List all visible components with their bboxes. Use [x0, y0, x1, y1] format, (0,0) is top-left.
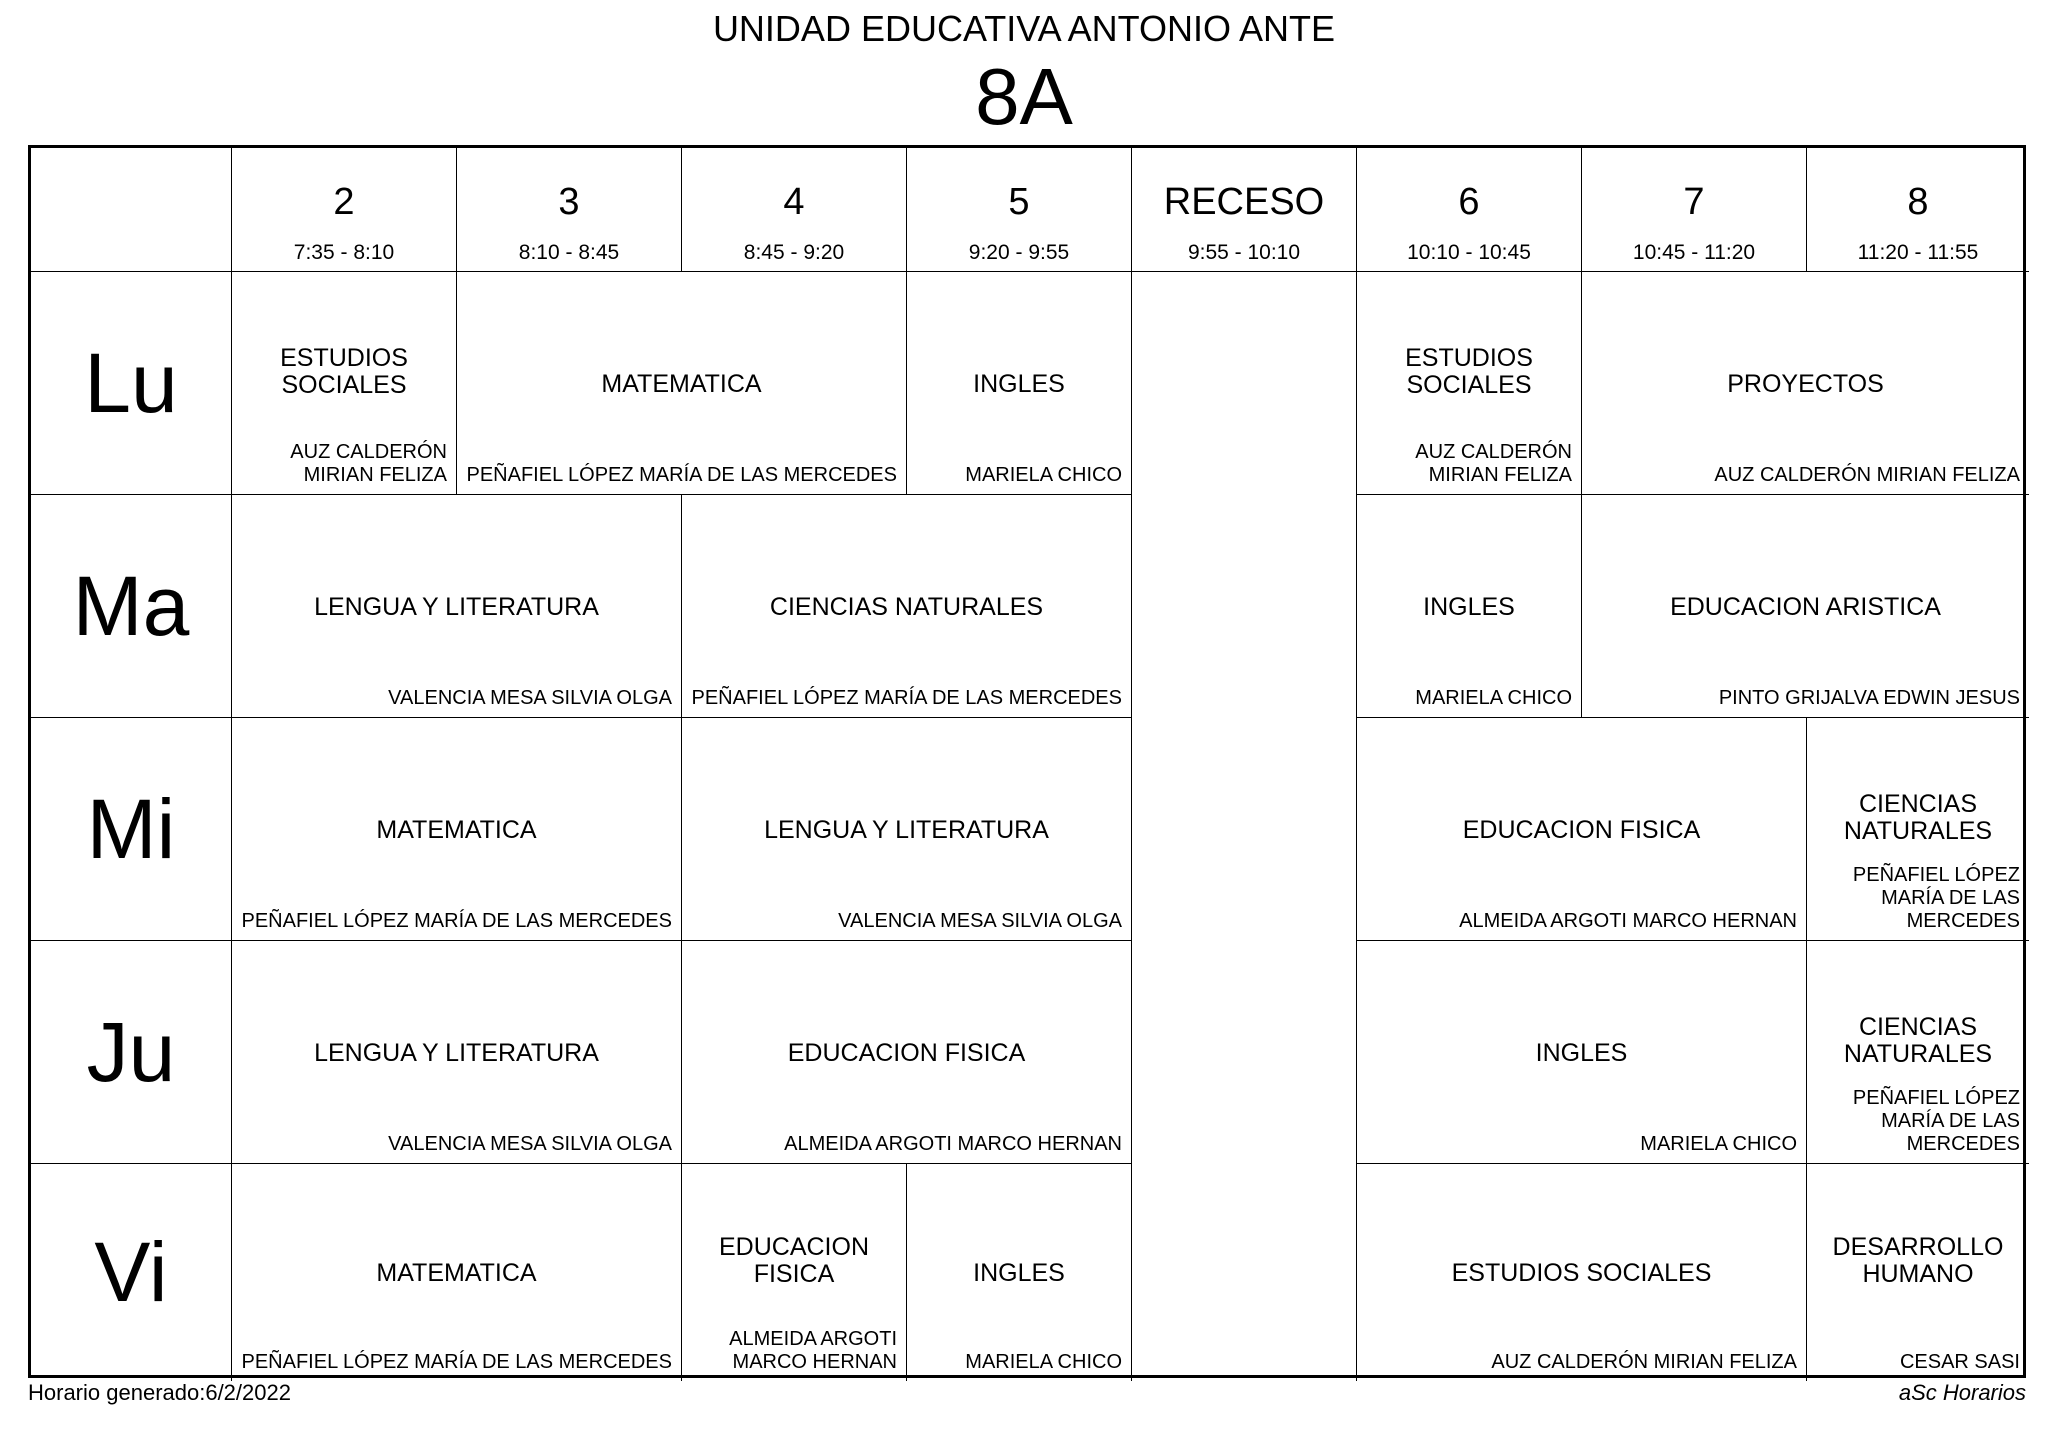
subject-line: INGLES	[1423, 592, 1515, 621]
period-time: 10:45 - 11:20	[1632, 241, 1756, 264]
lesson-cell	[681, 717, 1131, 940]
teacher-name	[692, 687, 1123, 710]
subject-line: NATURALES	[1843, 816, 1993, 845]
subject-name	[911, 371, 1127, 398]
subject-line: MATEMATICA	[376, 815, 537, 844]
teacher-line: MARCO HERNAN	[732, 1351, 897, 1373]
teacher-line: AUZ CALDERÓN MIRIAN FELIZA	[1714, 464, 2020, 486]
teacher-name	[1640, 1133, 1797, 1156]
subject-line: MATEMATICA	[376, 1259, 537, 1287]
teacher-name	[1459, 910, 1797, 933]
subject-line: MATEMATICA	[601, 369, 762, 398]
subject-name	[1361, 345, 1577, 399]
teacher-name	[965, 1351, 1122, 1374]
subject-line: CIENCIAS	[1858, 789, 1978, 818]
teacher-line: MIRIAN FELIZA	[1428, 464, 1572, 486]
period-label: 2	[333, 181, 355, 223]
teacher-name	[1714, 464, 2020, 487]
subject-line: SOCIALES	[1406, 370, 1532, 399]
lesson-cell	[1356, 271, 1581, 494]
teacher-name	[1900, 1351, 2020, 1374]
subject-line: EDUCACION	[718, 1233, 869, 1261]
subject-name	[236, 1040, 677, 1067]
lesson-cell	[231, 494, 681, 717]
teacher-line: MARIELA CHICO	[965, 1351, 1122, 1373]
teacher-line: MERCEDES	[1906, 910, 2020, 932]
teacher-line: AUZ CALDERÓN	[290, 441, 447, 463]
period-time: 8:45 - 9:20	[743, 241, 845, 264]
period-header	[1581, 148, 1806, 271]
subject-line: SOCIALES	[281, 370, 407, 399]
subject-name	[1361, 1040, 1802, 1067]
period-time: 10:10 - 10:45	[1407, 241, 1531, 264]
teacher-line: MERCEDES	[1906, 1133, 2020, 1155]
lesson-cell	[1356, 717, 1806, 940]
subject-name	[1811, 791, 2025, 845]
subject-name	[1586, 594, 2025, 621]
teacher-name	[290, 441, 447, 487]
generated-date: Horario generado:6/2/2022	[28, 1380, 291, 1405]
subject-line: LENGUA Y LITERATURA	[314, 1038, 599, 1067]
subject-name	[236, 345, 452, 399]
teacher-line: VALENCIA MESA SILVIA OLGA	[388, 687, 672, 709]
subject-name	[236, 817, 677, 844]
teacher-line: MARÍA DE LAS	[1881, 1110, 2020, 1132]
lesson-cell	[681, 494, 1131, 717]
teacher-name	[838, 910, 1122, 933]
teacher-name	[729, 1328, 897, 1374]
lesson-cell	[681, 1163, 906, 1381]
subject-line: EDUCACION FISICA	[787, 1038, 1026, 1067]
teacher-name	[1853, 864, 2020, 933]
subject-line: EDUCACION FISICA	[1462, 815, 1701, 844]
teacher-line: PEÑAFIEL LÓPEZ MARÍA DE LAS MERCEDES	[691, 687, 1122, 709]
teacher-line: MARIELA CHICO	[965, 464, 1122, 486]
period-header	[1131, 148, 1356, 271]
lesson-cell	[1356, 940, 1806, 1163]
period-time: 9:55 - 10:10	[1187, 241, 1301, 264]
subject-line: HUMANO	[1862, 1260, 1974, 1288]
subject-name	[686, 817, 1127, 844]
teacher-name	[1415, 441, 1572, 487]
teacher-line: PEÑAFIEL LÓPEZ MARÍA DE LAS MERCEDES	[466, 464, 897, 486]
subject-name	[686, 594, 1127, 621]
teacher-name	[242, 910, 673, 933]
lesson-cell	[1806, 1163, 2029, 1381]
day-label: Ju	[31, 940, 231, 1163]
subject-name	[686, 1040, 1127, 1067]
teacher-line: ALMEIDA ARGOTI MARCO HERNAN	[784, 1133, 1122, 1155]
teacher-line: MARÍA DE LAS	[1881, 887, 2020, 909]
subject-name	[461, 371, 902, 398]
lesson-cell	[906, 271, 1131, 494]
lesson-cell	[1806, 940, 2029, 1163]
period-header	[1356, 148, 1581, 271]
teacher-line: MARIELA CHICO	[1415, 687, 1572, 709]
lesson-cell	[456, 271, 906, 494]
subject-name	[686, 1234, 902, 1288]
teacher-line: PEÑAFIEL LÓPEZ	[1852, 1087, 2020, 1109]
period-label: 7	[1683, 181, 1705, 223]
period-label: RECESO	[1163, 181, 1325, 223]
period-label: 4	[783, 181, 805, 223]
subject-line: NATURALES	[1843, 1039, 1993, 1068]
teacher-line: PEÑAFIEL LÓPEZ MARÍA DE LAS MERCEDES	[241, 1351, 672, 1373]
lesson-cell	[1356, 494, 1581, 717]
day-label: Lu	[31, 271, 231, 494]
subject-line: ESTUDIOS SOCIALES	[1451, 1259, 1712, 1287]
teacher-name	[1719, 687, 2020, 710]
subject-name	[1811, 1234, 2025, 1288]
lesson-cell	[231, 717, 681, 940]
subject-name	[1361, 817, 1802, 844]
subject-name	[236, 594, 677, 621]
subject-line: DESARROLLO	[1832, 1233, 2004, 1261]
period-label: 3	[558, 181, 580, 223]
subject-name	[911, 1260, 1127, 1287]
teacher-line: MARIELA CHICO	[1640, 1133, 1797, 1155]
subject-line: LENGUA Y LITERATURA	[314, 592, 599, 621]
subject-name	[1811, 1014, 2025, 1068]
day-label: Ma	[31, 494, 231, 717]
teacher-name	[388, 1133, 672, 1156]
subject-line: FISICA	[753, 1260, 835, 1288]
school-name: UNIDAD EDUCATIVA ANTONIO ANTE	[712, 8, 1336, 49]
period-time: 8:10 - 8:45	[518, 241, 620, 264]
period-header	[681, 148, 906, 271]
teacher-line: PINTO GRIJALVA EDWIN JESUS	[1718, 687, 2020, 709]
teacher-line: AUZ CALDERÓN MIRIAN FELIZA	[1491, 1351, 1797, 1373]
lesson-cell	[1806, 717, 2029, 940]
teacher-line: CESAR SASI	[1899, 1351, 2020, 1373]
recess-column	[1131, 271, 1356, 1381]
teacher-line: AUZ CALDERÓN	[1415, 441, 1572, 463]
day-label: Vi	[31, 1163, 231, 1381]
lesson-cell	[1581, 271, 2029, 494]
teacher-line: PEÑAFIEL LÓPEZ	[1852, 864, 2020, 886]
teacher-name	[784, 1133, 1122, 1156]
teacher-line: PEÑAFIEL LÓPEZ MARÍA DE LAS MERCEDES	[241, 910, 672, 932]
period-header	[906, 148, 1131, 271]
subject-name	[1586, 371, 2025, 398]
lesson-cell	[681, 940, 1131, 1163]
teacher-name	[1415, 687, 1572, 710]
period-time: 11:20 - 11:55	[1857, 241, 1979, 264]
teacher-name	[1491, 1351, 1797, 1374]
teacher-name	[467, 464, 898, 487]
subject-line: INGLES	[973, 1259, 1065, 1287]
timetable-grid	[28, 145, 2026, 1378]
subject-line: ESTUDIOS	[280, 343, 408, 372]
period-time: 9:20 - 9:55	[968, 241, 1070, 264]
subject-line: CIENCIAS NATURALES	[769, 592, 1044, 621]
subject-line: ESTUDIOS	[1405, 343, 1533, 372]
subject-line: LENGUA Y LITERATURA	[764, 815, 1049, 844]
teacher-line: VALENCIA MESA SILVIA OLGA	[838, 910, 1122, 932]
teacher-name	[965, 464, 1122, 487]
teacher-name	[388, 687, 672, 710]
period-label: 6	[1458, 181, 1480, 223]
subject-name	[236, 1260, 677, 1287]
lesson-cell	[906, 1163, 1131, 1381]
teacher-line: MIRIAN FELIZA	[303, 464, 447, 486]
subject-line: CIENCIAS	[1858, 1012, 1978, 1041]
subject-line: INGLES	[1535, 1038, 1628, 1067]
teacher-name	[242, 1351, 673, 1374]
period-label: 8	[1907, 181, 1929, 223]
teacher-name	[1853, 1087, 2020, 1156]
period-time: 7:35 - 8:10	[293, 241, 395, 264]
subject-line: EDUCACION ARISTICA	[1670, 592, 1941, 621]
period-header	[231, 148, 456, 271]
subject-line: INGLES	[973, 369, 1065, 398]
lesson-cell	[1356, 1163, 1806, 1381]
teacher-line: VALENCIA MESA SILVIA OLGA	[388, 1133, 672, 1155]
lesson-cell	[231, 1163, 681, 1381]
day-label: Mi	[31, 717, 231, 940]
subject-line: PROYECTOS	[1727, 369, 1884, 398]
lesson-cell	[231, 271, 456, 494]
period-header	[456, 148, 681, 271]
brand-label: aSc Horarios	[1898, 1380, 2026, 1405]
lesson-cell	[231, 940, 681, 1163]
lesson-cell	[1581, 494, 2029, 717]
teacher-line: ALMEIDA ARGOTI MARCO HERNAN	[1459, 910, 1797, 932]
subject-name	[1361, 594, 1577, 621]
class-name: 8A	[975, 52, 1073, 141]
period-label: 5	[1008, 181, 1030, 223]
subject-name	[1361, 1260, 1802, 1287]
corner-cell	[31, 148, 231, 271]
period-header	[1806, 148, 2029, 271]
teacher-line: ALMEIDA ARGOTI	[729, 1328, 897, 1350]
